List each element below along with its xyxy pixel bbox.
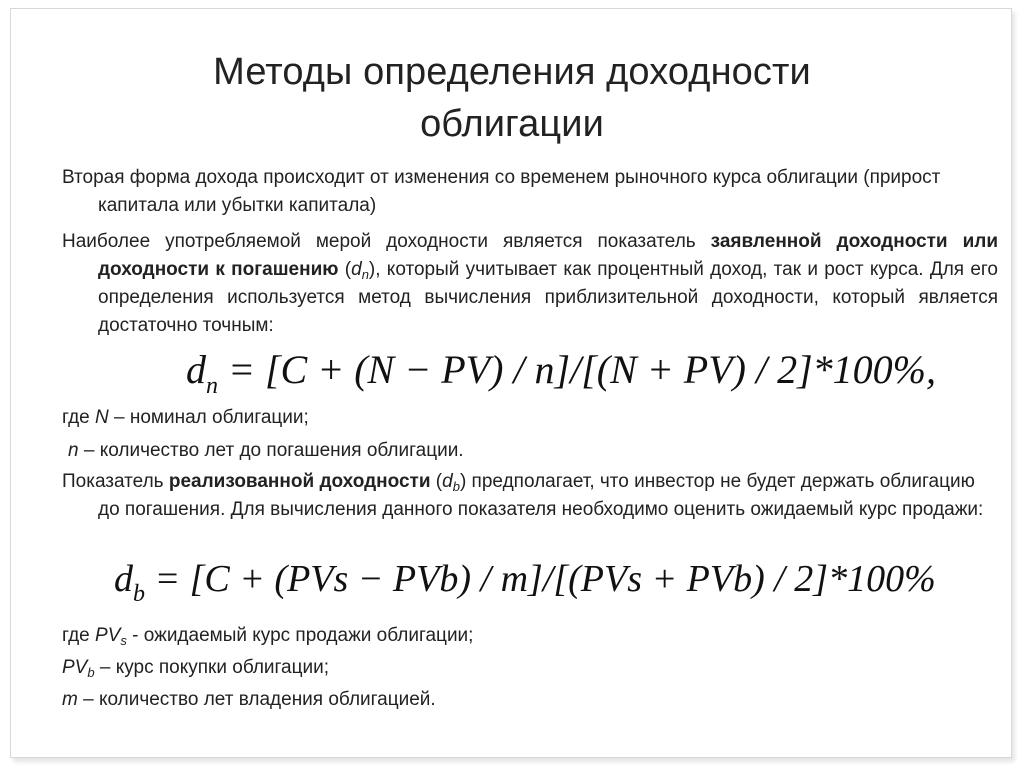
ytm-text-3: ), который учитывает как процентный доход, так и рост курса. Для его определения используется метод вычисления приблизительной доходности, который является достаточно точным: bbox=[98, 259, 998, 336]
ry-text-2: ( bbox=[430, 471, 443, 492]
paragraph-realized-yield bbox=[62, 468, 998, 524]
where3-var: PV bbox=[95, 625, 121, 646]
slide-title bbox=[0, 46, 1024, 150]
where-n-nominal bbox=[62, 404, 309, 432]
where-n-years bbox=[68, 437, 464, 465]
where1-var: N bbox=[95, 407, 109, 428]
where2-text: – количество лет до погашения облигации. bbox=[78, 440, 464, 461]
where-m bbox=[62, 686, 436, 714]
formula1-sub: n bbox=[206, 373, 218, 399]
ytm-var-sub: n bbox=[361, 267, 369, 282]
ry-bold-term: реализованной доходности bbox=[168, 471, 431, 492]
ry-var-sub: b bbox=[452, 479, 460, 494]
formula1-var: d bbox=[186, 347, 206, 392]
formula2-sub: b bbox=[133, 581, 145, 607]
where2-var: n bbox=[68, 440, 79, 461]
where1-text-2: – номинал облигации; bbox=[108, 407, 309, 428]
paragraph-capital-gain-text: Вторая форма дохода происходит от изменения со временем рыночного курса облигации (прирост капитала или убытки капитала) bbox=[62, 167, 941, 216]
formula2-body: = [C + (PVs − PVb) / m]/[(PVs + PVb) / 2]*100% bbox=[145, 558, 936, 600]
ry-text-3: ) предполагает, что инвестор не будет держать облигацию до погашения. Для вычисления данного показателя необходимо оценить ожидаемый курс продажи: bbox=[98, 471, 984, 520]
where3-text-1: где bbox=[62, 625, 96, 646]
where-pvs bbox=[62, 622, 473, 650]
ry-var: d bbox=[442, 471, 453, 492]
paragraph-capital-gain bbox=[62, 164, 958, 220]
formula1-body: = [C + (N − PV) / n]/[(N + PV) / 2]*100%, bbox=[218, 347, 936, 392]
formula-realized-yield bbox=[114, 557, 936, 607]
title-line-1: Методы определения доходности bbox=[213, 51, 811, 93]
where1-text-1: где bbox=[62, 407, 96, 428]
ry-text-1: Показатель bbox=[62, 471, 169, 492]
title-line-2: облигации bbox=[420, 103, 604, 145]
where3-sub: s bbox=[120, 633, 127, 648]
ytm-var: d bbox=[351, 259, 362, 280]
where5-text: – количество лет владения облигацией. bbox=[77, 689, 436, 710]
paragraph-yield-to-maturity bbox=[62, 228, 998, 340]
where4-sub: b bbox=[87, 665, 95, 680]
where4-var: PV bbox=[62, 657, 88, 678]
where3-text-2: - ожидаемый курс продажи облигации; bbox=[126, 625, 474, 646]
where4-text: – курс покупки облигации; bbox=[94, 657, 330, 678]
formula2-var: d bbox=[114, 558, 133, 600]
formula-yield-to-maturity bbox=[186, 346, 936, 399]
ytm-text-1: Наиболее употребляемой мерой доходности является показатель bbox=[62, 231, 711, 252]
where5-var: m bbox=[62, 689, 78, 710]
ytm-text-2: ( bbox=[338, 259, 352, 280]
ytm-bold-term: заявленной доходности или доходности к погашению bbox=[98, 231, 998, 280]
where-pvb bbox=[62, 654, 329, 682]
